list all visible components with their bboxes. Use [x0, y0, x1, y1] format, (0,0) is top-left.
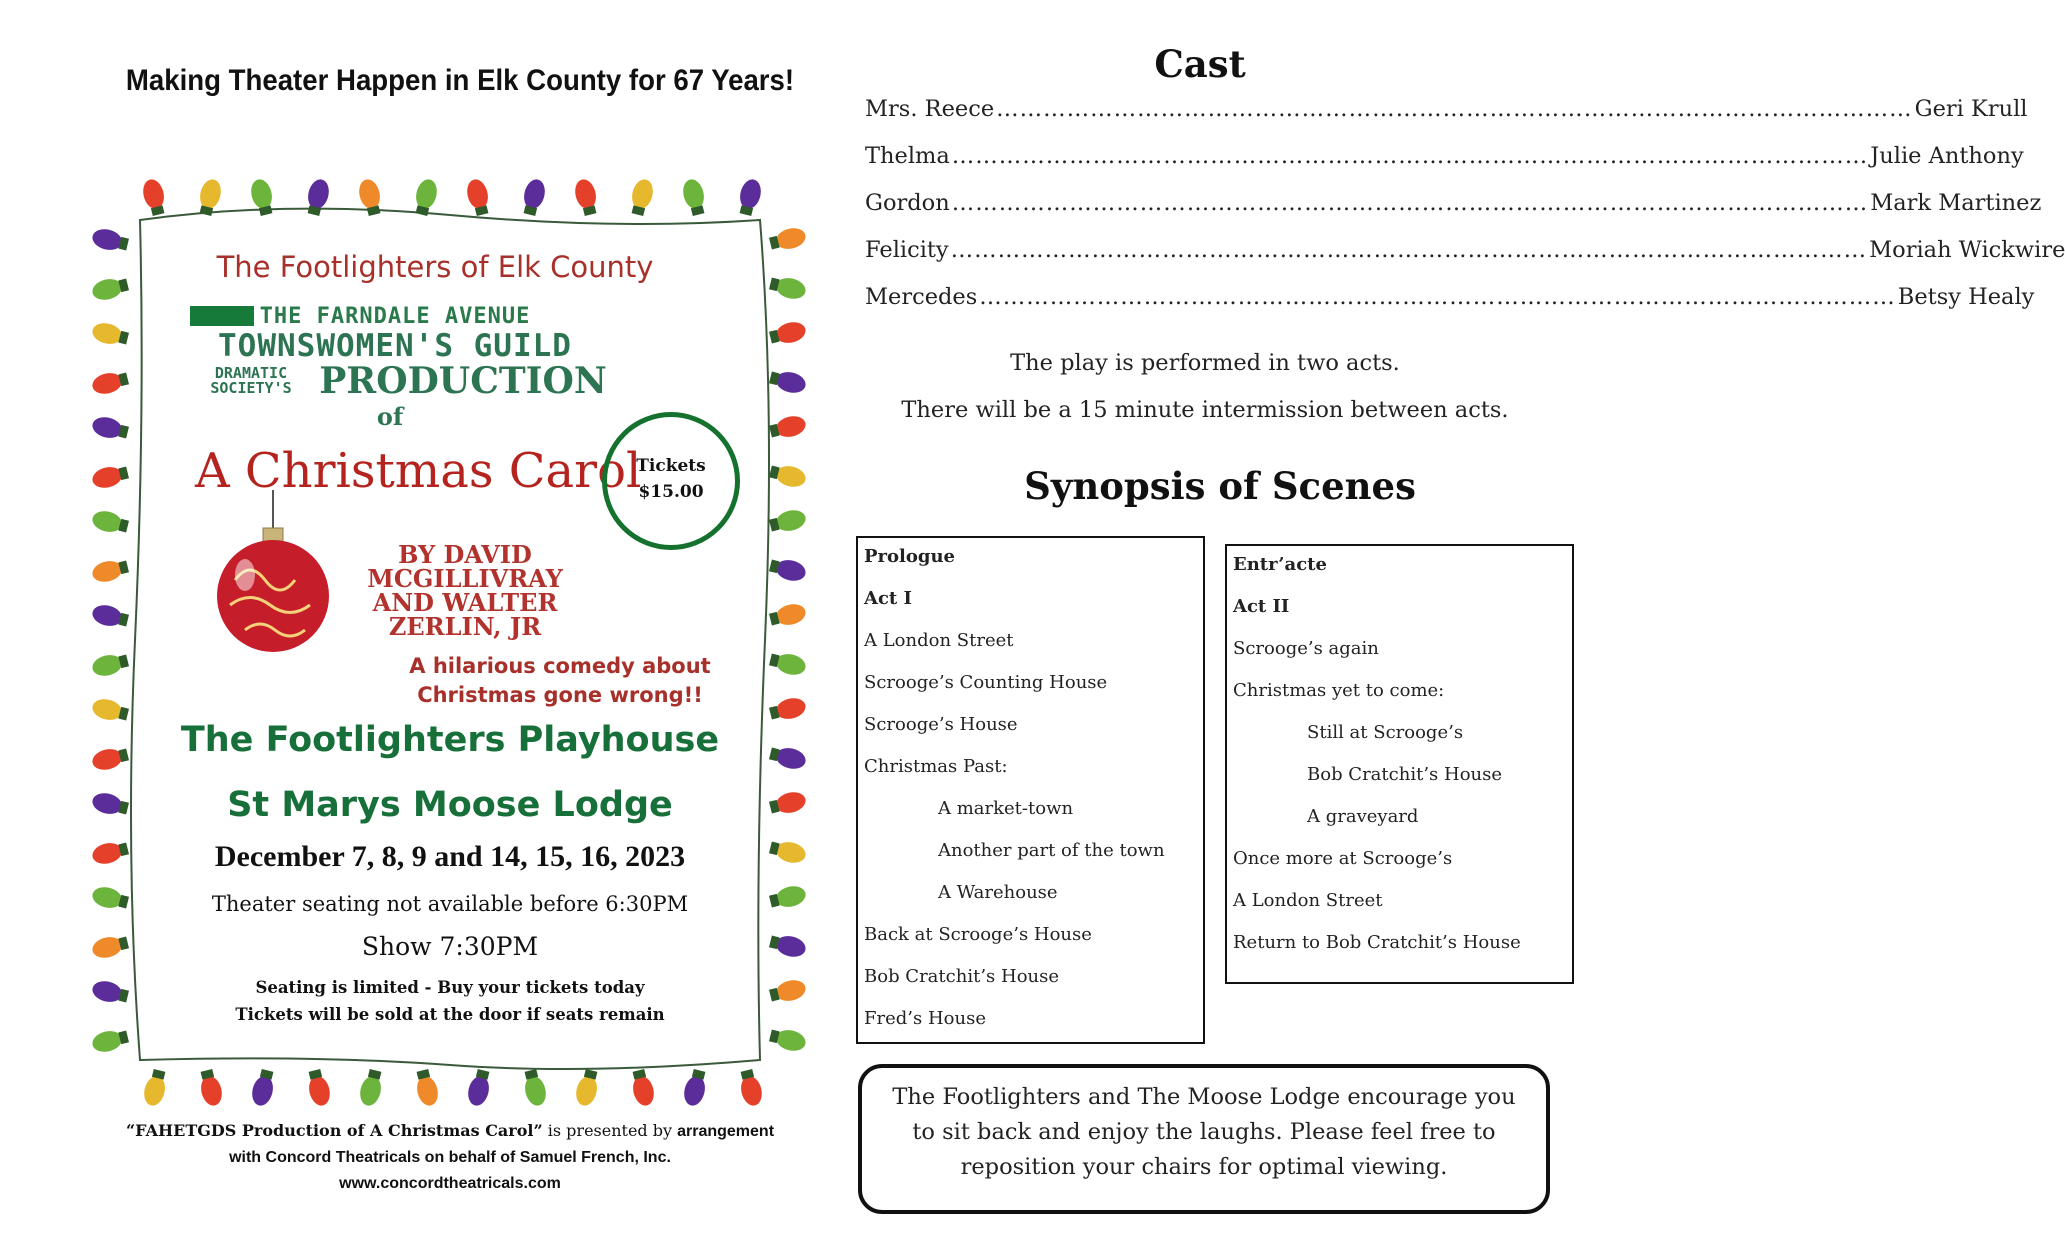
light-bulb-icon — [628, 177, 656, 217]
light-bulb-icon — [768, 977, 808, 1005]
comedy-line-1: A hilarious comedy about — [409, 654, 711, 678]
light-bulb-icon — [90, 369, 130, 397]
leader-dots: ……………………………………………………………………………………………………… — [951, 190, 1869, 216]
licensing-credit — [40, 1118, 860, 1197]
cast-role: Gordon — [865, 190, 950, 216]
cast-row — [865, 143, 2024, 190]
acts-note — [860, 340, 1550, 434]
light-bulb-icon — [305, 1068, 333, 1108]
company-name: The Footlighters of Elk County — [216, 250, 654, 284]
light-bulb-icon — [90, 790, 130, 818]
cast-role: Thelma — [865, 143, 950, 169]
tickets-label: Tickets — [636, 456, 706, 476]
leader-dots: ……………………………………………………………………………………………………… — [951, 143, 1869, 169]
light-bulb-icon — [768, 319, 808, 347]
light-bulb-icon — [412, 177, 440, 217]
light-bulb-icon — [573, 1068, 601, 1108]
leader-dots: ……………………………………………………………………………………………………… — [979, 284, 1896, 310]
scene-item: Fred’s House — [864, 1008, 986, 1029]
cast-row — [865, 96, 2028, 143]
leader-dots: ……………………………………………………………………………………………………… — [996, 96, 1913, 122]
show-time: Show 7:30PM — [361, 932, 539, 961]
light-bulb-icon — [768, 744, 808, 772]
light-bulb-icon — [737, 1068, 765, 1108]
scene-item: Back at Scrooge’s House — [864, 924, 1092, 945]
light-bulb-icon — [90, 320, 130, 348]
cast-row — [865, 190, 2042, 237]
light-bulb-icon — [465, 1068, 493, 1108]
light-bulb-icon — [90, 696, 130, 724]
light-bulb-icon — [357, 1068, 385, 1108]
credit-arrangement: arrangement — [677, 1123, 775, 1140]
light-bulb-icon — [464, 177, 492, 217]
light-bulb-icon — [90, 414, 130, 442]
author-credit — [345, 540, 585, 641]
author-line-4: ZERLIN, JR — [388, 612, 542, 641]
light-bulb-icon — [768, 462, 808, 490]
light-bulb-icon — [768, 650, 808, 678]
logo-of: of — [376, 402, 404, 431]
venue-playhouse: The Footlighters Playhouse — [180, 720, 720, 760]
seating-note: Theater seating not available before 6:30PM — [211, 892, 689, 916]
encourage-message: The Footlighters and The Moose Lodge encourage you to sit back and enjoy the laughs. Please feel free to reposition your chairs for optimal viewing. — [858, 1064, 1550, 1214]
tickets-price: $15.00 — [638, 482, 704, 502]
scene-item: A London Street — [1233, 890, 1383, 911]
credit-line-2: with Concord Theatricals on behalf of Samuel French, Inc. — [229, 1149, 671, 1166]
leader-dots: ……………………………………………………………………………………………………… — [950, 237, 1868, 263]
light-bulb-icon — [768, 838, 808, 866]
cast-heading: Cast — [1154, 42, 1246, 86]
scene-item: Act II — [1233, 596, 1290, 617]
scene-item: A market-town — [938, 798, 1074, 819]
cast-role: Felicity — [865, 237, 949, 263]
scene-item: Still at Scrooge’s — [1307, 722, 1464, 743]
credit-mid: is presented by — [542, 1121, 678, 1140]
acts-note-2: There will be a 15 minute intermission between acts. — [901, 397, 1509, 423]
logo-society: SOCIETY'S — [210, 379, 292, 397]
logo-line-1: THE FARNDALE AVENUE — [259, 304, 531, 329]
scene-item: Another part of the town — [938, 840, 1165, 861]
scene-item: Christmas yet to come: — [1233, 680, 1445, 701]
light-bulb-icon — [768, 413, 808, 441]
light-bulb-icon — [768, 695, 808, 723]
scene-item: A London Street — [864, 630, 1014, 651]
scene-item: A Warehouse — [938, 882, 1058, 903]
light-bulb-icon — [768, 225, 808, 253]
tickets-badge — [602, 412, 740, 550]
scene-item: Christmas Past: — [864, 756, 1008, 777]
scene-item: Act I — [864, 588, 912, 609]
light-bulb-icon — [768, 932, 808, 960]
light-bulb-icon — [90, 275, 130, 303]
poster-tagline: Making Theater Happen in Elk County for 67 Years! — [125, 64, 795, 97]
scene-item: Scrooge’s again — [1233, 638, 1379, 659]
light-bulb-icon — [521, 1068, 549, 1108]
acts-note-1: The play is performed in two acts. — [1010, 350, 1400, 376]
cast-row — [865, 284, 2035, 331]
light-bulb-icon — [90, 226, 130, 254]
light-bulb-icon — [248, 177, 276, 217]
light-bulb-icon — [90, 557, 130, 585]
light-bulb-icon — [140, 177, 168, 217]
venue-lodge: St Marys Moose Lodge — [227, 785, 673, 825]
cast-actor: Moriah Wickwire — [1869, 237, 2065, 263]
light-bulb-icon — [768, 507, 808, 535]
seating-limited — [140, 974, 760, 1028]
light-bulb-icon — [90, 651, 130, 679]
light-bulb-icon — [90, 839, 130, 867]
light-bulb-icon — [90, 978, 130, 1006]
light-bulb-icon — [90, 463, 130, 491]
cast-actor: Mark Martinez — [1870, 190, 2042, 216]
comedy-blurb — [390, 652, 730, 710]
light-bulb-icon — [304, 177, 332, 217]
show-dates: December 7, 8, 9 and 14, 15, 16, 2023 — [214, 840, 686, 873]
light-bulb-icon — [736, 177, 764, 217]
scene-box-act-2 — [1225, 544, 1574, 984]
cast-actor: Julie Anthony — [1870, 143, 2024, 169]
scene-item: Prologue — [864, 546, 955, 567]
synopsis-heading: Synopsis of Scenes — [1024, 464, 1416, 508]
logo-dramatic-society — [196, 366, 306, 396]
scene-item: Return to Bob Cratchit’s House — [1233, 932, 1521, 953]
light-bulb-icon — [768, 789, 808, 817]
light-bulb-icon — [413, 1068, 441, 1108]
scene-item: Scrooge’s House — [864, 714, 1018, 735]
limited-line-1: Seating is limited - Buy your tickets today — [255, 978, 645, 997]
light-bulb-icon — [768, 368, 808, 396]
light-bulb-icon — [768, 1026, 808, 1054]
logo-production: PRODUCTION — [319, 360, 607, 402]
cast-role: Mercedes — [865, 284, 978, 310]
cast-list — [865, 96, 2065, 331]
author-line-3: AND WALTER — [372, 588, 558, 617]
scene-box-act-1 — [856, 536, 1205, 1044]
logo-dramatic: DRAMATIC — [214, 364, 288, 382]
scene-item: Once more at Scrooge’s — [1233, 848, 1453, 869]
light-bulb-icon — [90, 1027, 130, 1055]
light-bulb-icon — [681, 1068, 709, 1108]
scene-item: Entr’acte — [1233, 554, 1327, 575]
scene-item: Bob Cratchit’s House — [1307, 764, 1503, 785]
author-line-2: MCGILLIVRAY — [367, 564, 563, 593]
light-bulb-icon — [768, 883, 808, 911]
light-bulb-icon — [141, 1068, 169, 1108]
scene-item: A graveyard — [1307, 806, 1419, 827]
show-title: A Christmas Carol — [195, 443, 642, 499]
credit-url: www.concordtheatricals.com — [339, 1175, 561, 1192]
cast-role: Mrs. Reece — [865, 96, 995, 122]
light-bulb-icon — [629, 1068, 657, 1108]
logo-line-2: TOWNSWOMEN'S GUILD — [218, 328, 572, 364]
light-bulb-icon — [90, 602, 130, 630]
cast-actor: Betsy Healy — [1897, 284, 2035, 310]
light-bulb-icon — [90, 884, 130, 912]
cast-row — [865, 237, 2065, 284]
light-bulb-icon — [768, 556, 808, 584]
light-bulb-icon — [680, 177, 708, 217]
comedy-line-2: Christmas gone wrong!! — [417, 683, 703, 707]
light-bulb-icon — [90, 933, 130, 961]
scene-item: Scrooge’s Counting House — [864, 672, 1108, 693]
light-bulb-icon — [249, 1068, 277, 1108]
scene-item: Bob Cratchit’s House — [864, 966, 1060, 987]
light-bulb-icon — [768, 601, 808, 629]
credit-title: “FAHETGDS Production of A Christmas Carol” — [125, 1121, 543, 1140]
light-bulb-icon — [90, 745, 130, 773]
ornament-icon — [205, 490, 335, 670]
cast-actor: Geri Krull — [1914, 96, 2028, 122]
limited-line-2: Tickets will be sold at the door if seats remain — [235, 1005, 665, 1024]
light-bulb-icon — [197, 1068, 225, 1108]
light-bulb-icon — [90, 508, 130, 536]
light-bulb-icon — [520, 177, 548, 217]
light-bulb-icon — [768, 274, 808, 302]
light-bulb-icon — [572, 177, 600, 217]
author-line-1: BY DAVID — [398, 540, 532, 569]
